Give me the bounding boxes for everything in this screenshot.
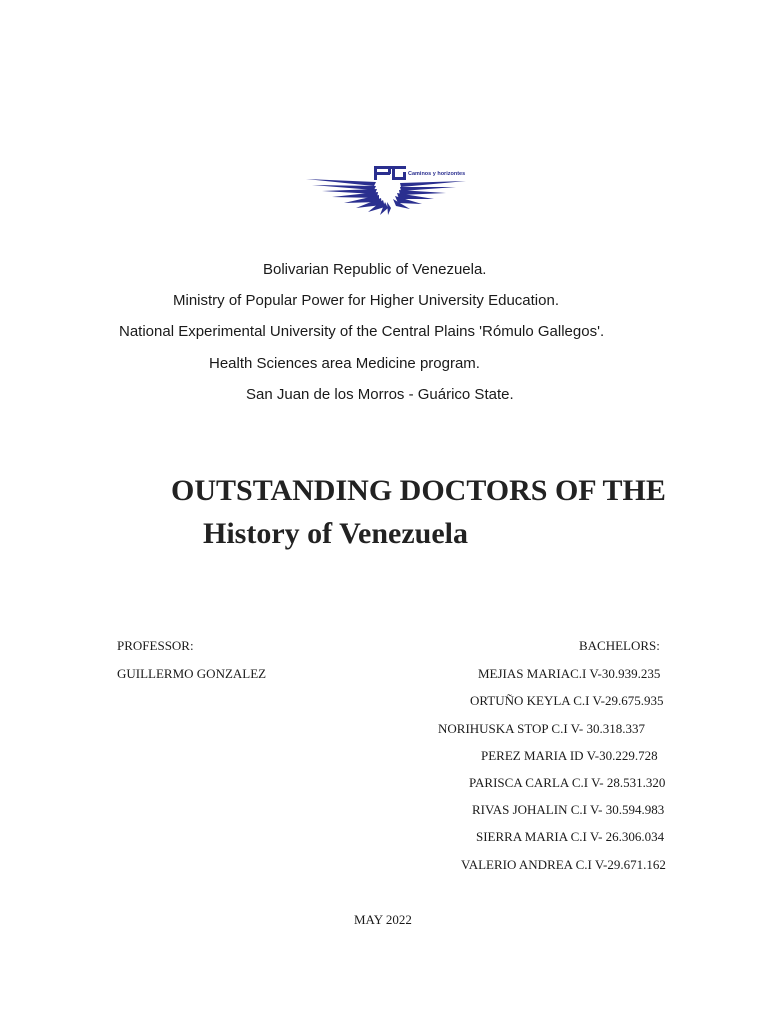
bachelor-name: VALERIO ANDREA C.I V-29.671.162 (461, 857, 666, 872)
professor-name: GUILLERMO GONZALEZ (117, 666, 267, 681)
bachelor-name: ORTUÑO KEYLA C.I V-29.675.935 (470, 693, 664, 708)
bachelor-name: PARISCA CARLA C.I V- 28.531.320 (469, 775, 666, 790)
header-line-location: San Juan de los Morros - Guárico State. (246, 386, 514, 403)
header-line-program: Health Sciences area Medicine program. (209, 355, 480, 372)
document-title-line1: OUTSTANDING DOCTORS OF THE (171, 474, 666, 507)
bachelor-name: NORIHUSKA STOP C.I V- 30.318.337 (438, 721, 645, 736)
header-line-country: Bolivarian Republic of Venezuela. (263, 261, 487, 278)
logo-tagline: Caminos y horizontes (408, 171, 466, 177)
header-line-university: National Experimental University of the Central Plains 'Rómulo Gallegos'. (119, 323, 605, 340)
bachelor-name: RIVAS JOHALIN C.I V- 30.594.983 (472, 802, 665, 817)
bachelor-name: SIERRA MARIA C.I V- 26.306.034 (476, 829, 665, 844)
bachelor-name: MEJIAS MARIAC.I V-30.939.235 (478, 666, 661, 681)
header-line-ministry: Ministry of Popular Power for Higher University Education. (173, 292, 559, 309)
bachelors-label: BACHELORS: (579, 638, 660, 653)
university-logo (304, 160, 470, 218)
document-title-line2: History of Venezuela (203, 517, 468, 550)
document-date: MAY 2022 (354, 912, 412, 927)
bachelor-name: PEREZ MARIA ID V-30.229.728 (481, 748, 658, 763)
logo-emblem-icon (304, 160, 470, 218)
professor-label: PROFESSOR: (117, 638, 194, 653)
